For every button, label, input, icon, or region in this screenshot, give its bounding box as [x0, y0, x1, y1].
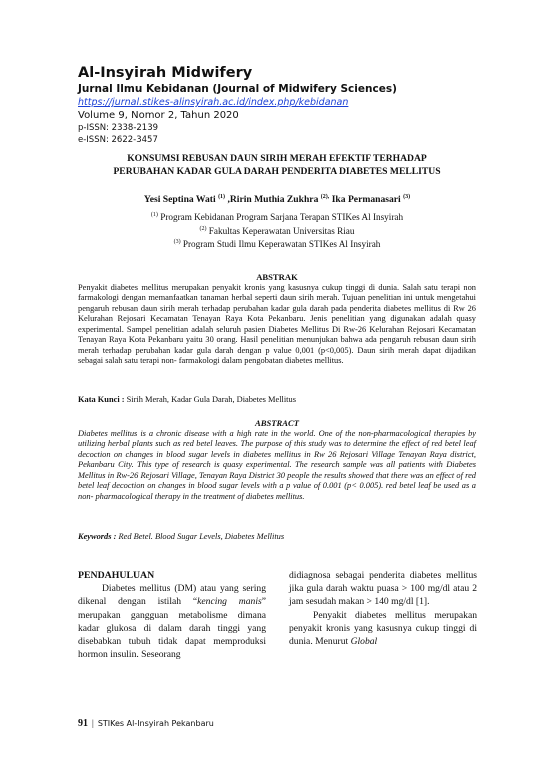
page-number: 91: [78, 718, 88, 729]
kata-kunci-value: Sirih Merah, Kadar Gula Darah, Diabetes Mellitus: [126, 395, 296, 404]
body-paragraph: [289, 609, 477, 649]
article-authors: [78, 191, 476, 206]
section-heading: PENDAHULUAN: [78, 570, 155, 581]
abstrak-heading: ABSTRAK: [256, 272, 298, 282]
affiliation-text: Fakultas Keperawatan Universitas Riau: [206, 225, 355, 236]
body-paragraph: [78, 582, 266, 661]
article-title-line-1: KONSUMSI REBUSAN DAUN SIRIH MERAH EFEKTIF TERHADAP: [127, 153, 427, 164]
body-column-right: [289, 569, 477, 648]
body-text: ” merupakan gangguan metabolisme dimana kadar glukosa di dalam darah tinggi yang disebabkan tubuh tidak dapat memproduksi hormon insulin. Seseorang: [78, 596, 266, 661]
journal-name: Al-Insyirah Midwifery: [78, 65, 253, 81]
affiliation-item: [78, 224, 476, 238]
abstract-heading: ABSTRACT: [255, 418, 299, 428]
affiliation-item: [78, 210, 476, 224]
keywords-sep: :: [111, 532, 119, 541]
author-mark: (2),: [320, 194, 330, 200]
keywords: [78, 531, 476, 542]
body-text: Penyakit diabetes mellitus merupakan penyakit kronis yang kasusnya cukup tinggi di dunia. Menurut: [289, 609, 477, 648]
kata-kunci-sep: :: [119, 395, 127, 404]
affiliation-mark: (2): [199, 225, 207, 232]
affiliation-mark: (3): [173, 239, 181, 245]
body-text: Diabetes mellitus (DM) atau yang sering dikenal dengan istilah “: [78, 583, 266, 608]
body-text-italic: Global: [350, 636, 378, 648]
author-name: ,Ririn Muthia Zukhra: [227, 194, 319, 205]
keywords-value: Red Betel. Blood Sugar Levels, Diabetes Mellitus: [118, 532, 285, 541]
affiliation-text: Program Kebidanan Program Sarjana Terapan STIKes Al Insyirah: [157, 212, 404, 222]
footer-separator: |: [92, 718, 94, 728]
affiliation-mark: (1): [150, 212, 158, 218]
article-title-line-2: PERUBAHAN KADAR GULA DARAH PENDERITA DIABETES MELLITUS: [113, 165, 441, 177]
body-column-left: [78, 569, 266, 661]
abstract-text: Diabetes mellitus is a chronic disease with a high rate in the world. One of the non-pharmacological therapies by utilizing herbal plants such as red betel leaves. The purpose of this study was to determine the effect of red betel leaf decoction on changes in blood sugar levels in diabetes mellitus in Rw 26 Rejosari Village Tenayan Raya district, Pekanbaru City. This type of research is quasy experimental. The research sample was all patients with Diabetes Mellitus in Rw-26 Rejosari Village, Tenayan Raya District 30 people the results showed that there was an effect of red betel leaf decoction on changes in blood sugar levels with a p value of 0.001 (p< 0.005). red betel leaf be used as a non- pharmacological therapy in the treatment of diabetes mellitus.: [78, 429, 476, 501]
affiliation-item: [78, 237, 476, 251]
journal-eissn: e-ISSN: 2622-3457: [78, 134, 158, 145]
journal-header: [78, 64, 498, 146]
journal-subtitle: Jurnal Ilmu Kebidanan (Journal of Midwifery Sciences): [78, 83, 397, 95]
author-mark: (1): [218, 194, 226, 200]
kata-kunci: [78, 394, 476, 405]
page-footer: [78, 717, 214, 730]
kata-kunci-label: Kata Kunci: [78, 395, 120, 404]
journal-url-link[interactable]: https://jurnal.stikes-alinsyirah.ac.id/index.php/kebidanan: [78, 97, 349, 108]
footer-institution: STIKes Al-Insyirah Pekanbaru: [97, 719, 214, 728]
affiliations: [78, 210, 476, 251]
journal-pissn: p-ISSN: 2338-2139: [78, 123, 159, 133]
affiliation-text: Program Studi Ilmu Keperawatan STIKes Al Insyirah: [180, 239, 381, 249]
author-mark: (3): [403, 194, 411, 200]
author-name: Yesi Septina Wati: [143, 194, 216, 205]
article-title: [78, 153, 476, 178]
journal-volume: Volume 9, Nomor 2, Tahun 2020: [78, 110, 239, 121]
author-name: Ika Permanasari: [331, 194, 401, 205]
abstrak-text: Penyakit diabetes mellitus merupakan penyakit kronis yang kasusnya cukup tinggi di dunia. Salah satu terapi non farmakologi dengan memanfaatkan tanaman herbal seperti daun sirih merah. Tujuan penelitian ini untuk mengetahui pengaruh rebusan daun sirih merah terhadap perubahan kadar gula darah pada penderita diabetes mellitus di Rw 26 Kelurahan Rejosari Kecamatan Tenayan Raya Kota Pekanbaru. Jenis penelitian yang digunakan adalah quasy experimental. Sampel penelitian adalah seluruh pasien Diabetes Mellitus Di Rw-26 Kelurahan Rejosari Kecamatan Tenayan Raya Kota Pekanbaru yaitu 30 orang. Hasil penelitian menunjukan bahwa ada pengaruh rebusan daun sirih merah terhadap perubahan kadar gula darah dengan p value 0,001 (p<0,005). Daun sirih merah dapat dijadikan sebagai salah satu terapi non- farmakologi dalam pengobatan diabetes mellitus.: [78, 283, 476, 366]
body-text-italic: kencing manis: [197, 596, 262, 608]
body-paragraph: didiagnosa sebagai penderita diabetes mellitus jika gula darah waktu puasa > 100 mg/dl atau 2 jam sesudah makan > 140 mg/dl [1].: [289, 570, 477, 608]
keywords-label: Keywords: [78, 532, 112, 541]
